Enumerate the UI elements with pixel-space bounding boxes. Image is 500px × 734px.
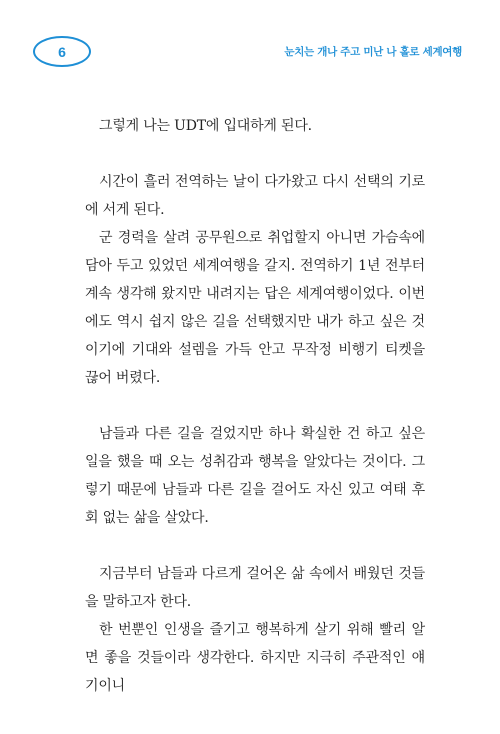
paragraph: 남들과 다른 길을 걸었지만 하나 확실한 건 하고 싶은 일을 했을 때 오는 성취감과 행복을 알았다는 것이다. 그렇기 때문에 남들과 다른 길을 걸어도 자신 있고 여태 후회 없는 삶을 살았다.	[85, 426, 425, 526]
page-number-badge	[33, 36, 91, 67]
paragraph-gap	[85, 392, 425, 420]
paragraph-gap	[85, 532, 425, 560]
body-text	[85, 112, 425, 700]
paragraph: 그렇게 나는 UDT에 입대하게 된다.	[99, 118, 312, 134]
paragraph: 한 번뿐인 인생을 즐기고 행복하게 살기 위해 빨리 알면 좋을 것들이라 생각한다. 하지만 지극히 주관적인 얘기이니	[85, 622, 425, 694]
paragraph: 군 경력을 살려 공무원으로 취업할지 아니면 가슴속에 담아 두고 있었던 세계여행을 갈지. 전역하기 1년 전부터 계속 생각해 왔지만 내려지는 답은 세계여행이었다. 이번에도 역시 쉽지 않은 길을 선택했지만 내가 하고 싶은 것이기에 기대와 설렘을 가득 안고 무작정 비행기 티켓을 끊어 버렸다.	[85, 230, 425, 386]
running-title: 눈치는 개나 주고 미난 나 홀로 세계여행	[284, 46, 462, 58]
paragraph: 시간이 흘러 전역하는 날이 다가왔고 다시 선택의 기로에 서게 된다.	[85, 174, 425, 218]
page-header	[0, 0, 500, 90]
paragraph: 지금부터 남들과 다르게 걸어온 삶 속에서 배웠던 것들을 말하고자 한다.	[85, 566, 425, 610]
paragraph-gap	[85, 140, 425, 168]
page-number: 6	[58, 43, 66, 60]
